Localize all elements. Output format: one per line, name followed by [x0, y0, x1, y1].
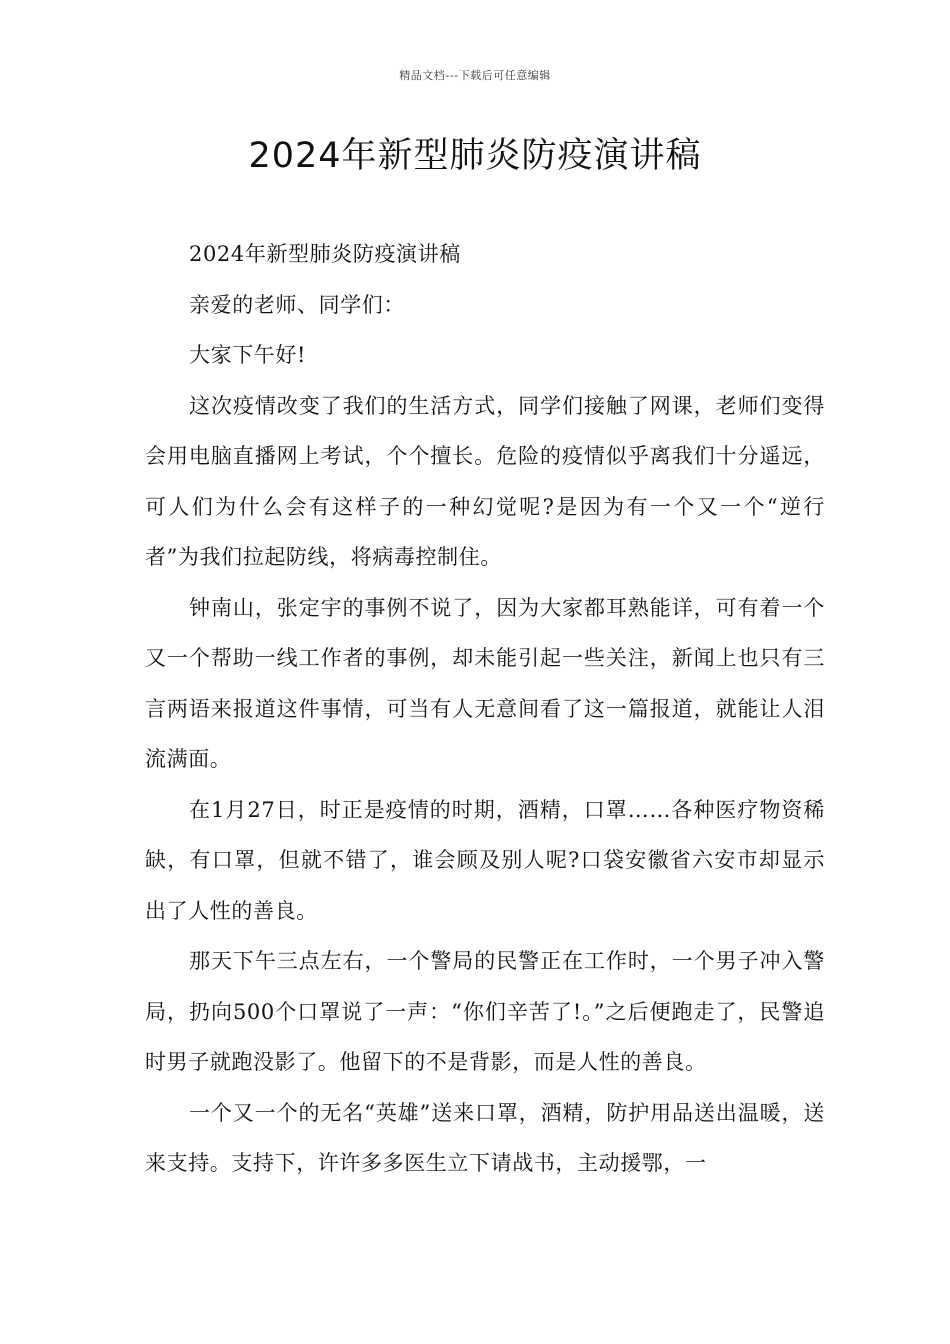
paragraph-date: 在1月27日，时正是疫情的时期，酒精，口罩……各种医疗物资稀缺，有口罩，但就不错了，谁会顾及别人呢?口袋安徽省六安市却显示出了人性的善良。 — [145, 797, 825, 923]
document-title: 2024年新型肺炎防疫演讲稿 — [248, 136, 702, 176]
header-note: 精品文档---下载后可任意编辑 — [399, 69, 551, 82]
paragraph-heroes: 一个又一个的无名“英雄”送来口罩，酒精，防护用品送出温暖，送来支持。支持下，许许多多医生立下请战书，主动援鄂，一 — [145, 1100, 825, 1175]
paragraph-examples: 钟南山，张定宇的事例不说了，因为大家都耳熟能详，可有着一个又一个帮助一线工作者的事例，却未能引起一些关注，新闻上也只有三言两语来报道这件事情，可当有人无意间看了这一篇报道，就能让人泪流满面。 — [145, 595, 825, 771]
paragraph-greeting: 大家下午好! — [189, 343, 307, 367]
paragraph-salutation: 亲爱的老师、同学们： — [189, 292, 405, 317]
document-body — [145, 229, 825, 1189]
paragraph-intro: 这次疫情改变了我们的生活方式，同学们接触了网课，老师们变得会用电脑直播网上考试，个个擅长。危险的疫情似乎离我们十分遥远，可人们为什么会有这样子的一种幻觉呢?是因为有一个又一个“逆行者”为我们拉起防线，将病毒控制住。 — [145, 393, 825, 569]
paragraph-story: 那天下午三点左右，一个警局的民警正在工作时，一个男子冲入警局，扔向500个口罩说了一声：“你们辛苦了!。”之后便跑走了，民警追时男子就跑没影了。他留下的不是背影，而是人性的善良。 — [145, 949, 825, 1074]
paragraph-subtitle: 2024年新型肺炎防疫演讲稿 — [189, 242, 461, 266]
